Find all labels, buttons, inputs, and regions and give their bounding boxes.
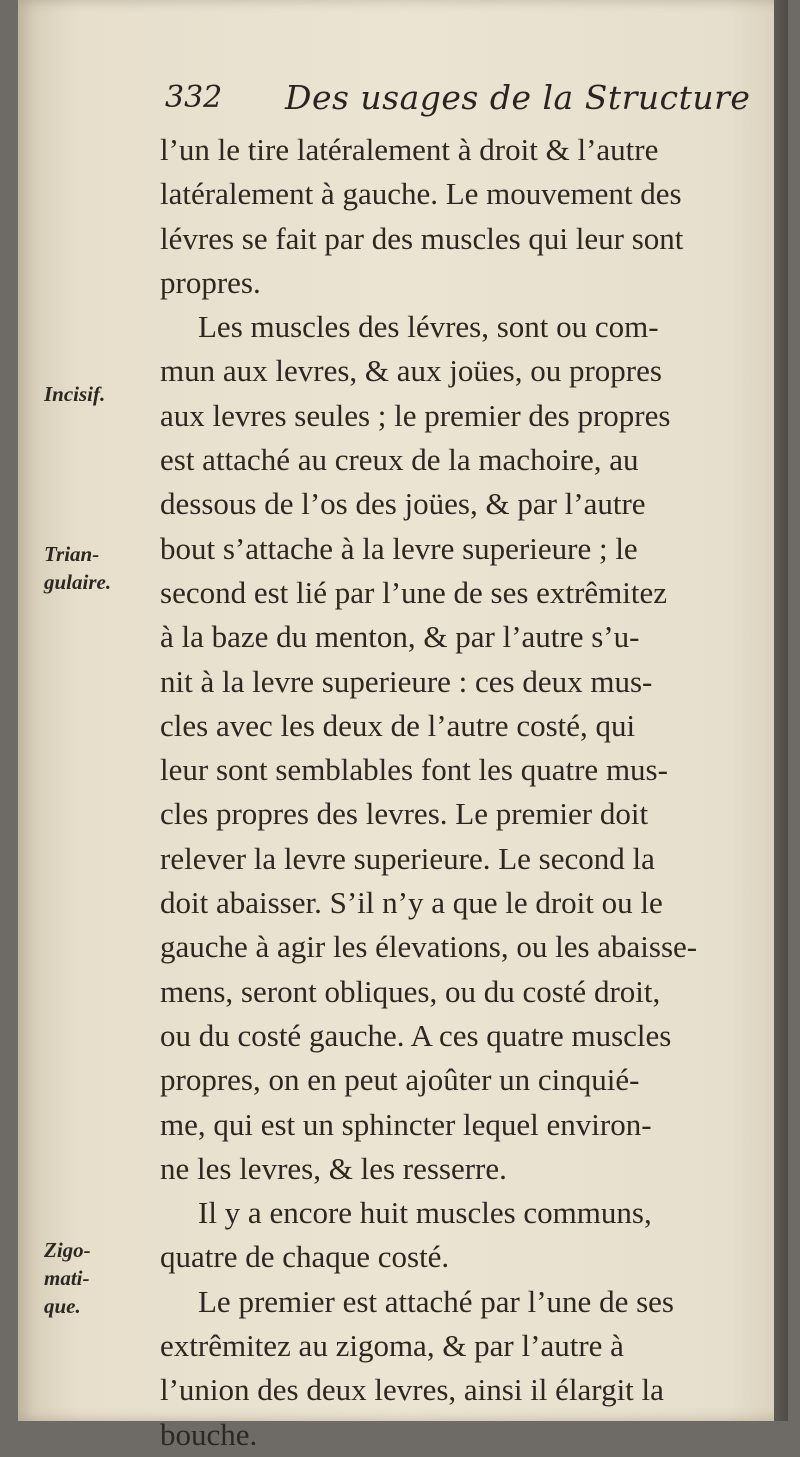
text-line: aux levres seules ; le premier des propres: [160, 397, 671, 433]
text-line: cles avec les deux de l’autre costé, qui: [160, 707, 636, 743]
margin-note-line: mati-: [44, 1266, 90, 1290]
text-line: second est lié par l’une de ses extrêmitez: [160, 574, 667, 610]
text-line: me, qui est un sphincter lequel environ-: [160, 1106, 652, 1142]
text-line: Il y a encore huit muscles communs,: [198, 1195, 652, 1231]
body-text: [160, 128, 780, 1457]
text-line: mun aux levres, & aux joües, ou propres: [160, 353, 662, 389]
text-line: dessous de l’os des joües, & par l’autre: [160, 486, 646, 522]
text-line: cles propres des levres. Le premier doit: [160, 796, 649, 832]
margin-note-line: que.: [44, 1294, 81, 1318]
text-line: leur sont semblables font les quatre mus-: [160, 752, 668, 788]
text-line: nit à la levre superieure : ces deux mus-: [160, 663, 653, 699]
text-line: propres.: [160, 264, 261, 300]
margin-note-incisif: [44, 380, 105, 408]
text-line: latéralement à gauche. Le mouvement des: [160, 176, 682, 212]
text-line: ne les levres, & les resserre.: [160, 1150, 507, 1186]
text-line: extrêmitez au zigoma, & par l’autre à: [160, 1328, 624, 1364]
text-line: bout s’attache à la levre superieure ; le: [160, 530, 638, 566]
text-line: à la baze du menton, & par l’autre s’u-: [160, 619, 640, 655]
margin-note-line: Trian-: [44, 542, 100, 566]
text-line: lévres se fait par des muscles qui leur sont: [160, 220, 684, 256]
margin-note-line: Zigo-: [44, 1238, 91, 1262]
margin-note-triangulaire: [44, 540, 111, 596]
margin-note-zigomatique: [44, 1236, 91, 1320]
margin-note-line: Incisif.: [44, 382, 106, 406]
text-line: ou du costé gauche. A ces quatre muscles: [160, 1017, 672, 1053]
text-line: bouche.: [160, 1416, 258, 1452]
text-line: est attaché au creux de la machoire, au: [160, 442, 639, 478]
page-header: [165, 74, 765, 124]
margin-note-line: gulaire.: [44, 570, 112, 594]
page-number: 332: [165, 80, 223, 115]
text-line: doit abaisser. S’il n’y a que le droit ou le: [160, 885, 663, 921]
text-line: quatre de chaque costé.: [160, 1239, 450, 1275]
text-line: Les muscles des lévres, sont ou com-: [198, 309, 659, 345]
text-line: gauche à agir les élevations, ou les abaisse-: [160, 929, 698, 965]
text-line: propres, on en peut ajoûter un cinquié-: [160, 1062, 640, 1098]
text-line: mens, seront obliques, ou du costé droit,: [160, 973, 661, 1009]
running-title: Des usages de la Structure: [285, 78, 751, 117]
text-line: relever la levre superieure. Le second la: [160, 840, 655, 876]
text-line: Le premier est attaché par l’une de ses: [198, 1283, 674, 1319]
text-line: l’union des deux levres, ainsi il élargit la: [160, 1372, 664, 1408]
text-line: l’un le tire latéralement à droit & l’autre: [160, 132, 659, 167]
